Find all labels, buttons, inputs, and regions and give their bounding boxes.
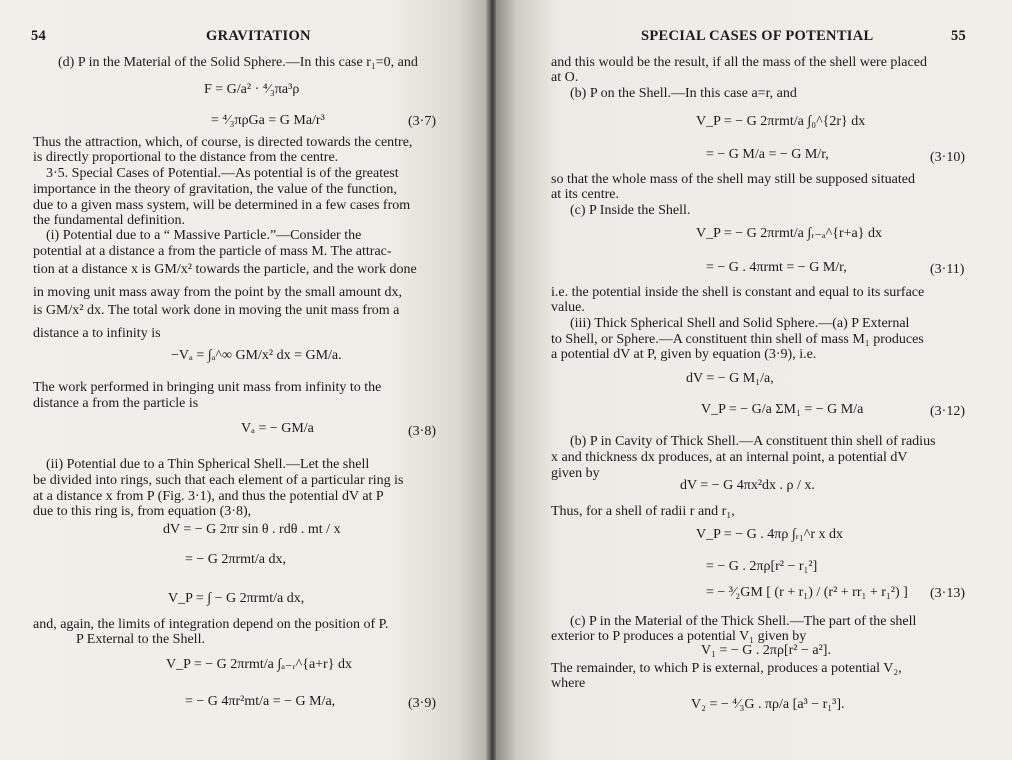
text-line: the fundamental definition.: [33, 213, 186, 228]
text-line: is GM/x² dx. The total work done in moving the unit mass from a: [33, 303, 400, 318]
subsection-heading-line: (iii) Thick Spherical Shell and Solid Sphere.—(a) P External: [570, 316, 910, 331]
text-line: and this would be the result, if all the mass of the shell were placed: [551, 55, 927, 70]
text-line: given by: [551, 466, 600, 481]
text-line: where: [551, 676, 586, 691]
equation: = − G 4πr²mt/a = − G M/a,: [185, 694, 336, 709]
text-line: tion at a distance x is GM/x² towards the particle, and the work done: [33, 262, 417, 277]
page-number: 54: [31, 28, 47, 44]
subsection-heading-line: (i) Potential due to a “ Massive Particle.”—Consider the: [46, 228, 362, 243]
text-line: distance a to infinity is: [33, 326, 161, 341]
equation: = − G . 4πrmt = − G M/r,: [706, 260, 847, 275]
text-line: i.e. the potential inside the shell is constant and equal to its surface: [551, 285, 925, 300]
text-line: and, again, the limits of integration depend on the position of P.: [33, 617, 389, 632]
equation-number: (3·9): [408, 696, 436, 711]
text-line: (c) P in the Material of the Thick Shell.—The part of the shell: [570, 614, 917, 629]
text-line: at its centre.: [551, 187, 620, 202]
equation: V_P = − G 2πrmt/a ∫ᵣ₋ₐ^{r+a} dx: [696, 226, 882, 241]
text-line: exterior to P produces a potential V₁ given by: [551, 629, 807, 644]
text-line: in moving unit mass away from the point by the small amount dx,: [33, 285, 403, 300]
equation: V₂ = − ⁴⁄₃G . πρ/a [a³ − r₁³].: [691, 697, 845, 712]
text-line: potential at a distance a from the particle of mass M. The attrac-: [33, 244, 392, 259]
equation: V₁ = − G . 2πρ[r² − a²].: [701, 643, 831, 658]
text-line: be divided into rings, such that each element of a particular ring is: [33, 473, 404, 488]
equation: Vₐ = − GM/a: [241, 421, 314, 436]
equation-number: (3·7): [408, 114, 436, 129]
text-line: The remainder, to which P is external, produces a potential V₂,: [551, 661, 902, 676]
running-head: SPECIAL CASES OF POTENTIAL: [641, 28, 874, 44]
section-heading-line: 3·5. Special Cases of Potential.—As potential is of the greatest: [46, 166, 399, 181]
equation: dV = − G 2πr sin θ . rdθ . mt / x: [163, 522, 341, 537]
text-line: (c) P Inside the Shell.: [570, 203, 691, 218]
equation: V_P = ∫ − G 2πrmt/a dx,: [168, 591, 305, 606]
left-page: [0, 0, 488, 760]
text-line: at a distance x from P (Fig. 3·1), and thus the potential dV at P: [33, 489, 384, 504]
equation: V_P = − G 2πrmt/a ∫ₐ₋ᵣ^{a+r} dx: [166, 657, 352, 672]
text-line: x and thickness dx produces, at an internal point, a potential dV: [551, 450, 908, 465]
text-line: (b) P on the Shell.—In this case a=r, and: [570, 86, 797, 101]
equation-number: (3·12): [930, 404, 965, 419]
text-line: P External to the Shell.: [76, 632, 205, 647]
equation: V_P = − G 2πrmt/a ∫₀^{2r} dx: [696, 114, 866, 129]
text-line: due to a given mass system, will be determined in a few cases from: [33, 198, 411, 213]
text-line: importance in the theory of gravitation, the value of the function,: [33, 182, 397, 197]
right-page: [496, 0, 1012, 760]
page-number: 55: [951, 28, 967, 44]
text-line: The work performed in bringing unit mass from infinity to the: [33, 380, 382, 395]
text-line: value.: [551, 300, 585, 315]
equation-number: (3·8): [408, 424, 436, 439]
equation: −Vₐ = ∫ₐ^∞ GM/x² dx = GM/a.: [171, 348, 342, 363]
text-line: is directly proportional to the distance from the centre.: [33, 150, 339, 165]
text-line: distance a from the particle is: [33, 396, 199, 411]
equation: V_P = − G/a ΣM₁ = − G M/a: [701, 402, 864, 417]
text-line: due to this ring is, from equation (3·8),: [33, 504, 252, 519]
subsection-heading-line: (ii) Potential due to a Thin Spherical Shell.—Let the shell: [46, 457, 370, 472]
text-line: at O.: [551, 70, 579, 85]
equation: = − G . 2πρ[r² − r₁²]: [706, 559, 818, 574]
running-head: GRAVITATION: [206, 28, 311, 44]
equation: = − G 2πrmt/a dx,: [185, 552, 287, 567]
text-line: Thus the attraction, which, of course, is directed towards the centre,: [33, 135, 413, 150]
equation: dV = − G 4πx²dx . ρ / x.: [680, 478, 815, 493]
text-line: a potential dV at P, given by equation (3·9), i.e.: [551, 347, 817, 362]
equation-number: (3·10): [930, 150, 965, 165]
text-line: to Shell, or Sphere.—A constituent thin shell of mass M₁ produces: [551, 332, 924, 347]
equation-number: (3·11): [930, 262, 965, 277]
text-line: (d) P in the Material of the Solid Sphere.—In this case r₁=0, and: [58, 55, 418, 70]
equation: = − G M/a = − G M/r,: [706, 147, 829, 162]
text-line: Thus, for a shell of radii r and r₁,: [551, 504, 735, 519]
equation: dV = − G M₁/a,: [686, 371, 774, 386]
equation: = − ³⁄₂GM [ (r + r₁) / (r² + rr₁ + r₁²) ]: [706, 585, 908, 600]
equation: F = G/a² · ⁴⁄₃πa³ρ: [204, 82, 300, 97]
text-line: (b) P in Cavity of Thick Shell.—A constituent thin shell of radius: [570, 434, 936, 449]
equation: = ⁴⁄₃πρGa = G Ma/r³: [211, 113, 325, 128]
text-line: so that the whole mass of the shell may still be supposed situated: [551, 172, 915, 187]
equation-number: (3·13): [930, 586, 965, 601]
equation: V_P = − G . 4πρ ∫ᵣ₁^r x dx: [696, 527, 843, 542]
